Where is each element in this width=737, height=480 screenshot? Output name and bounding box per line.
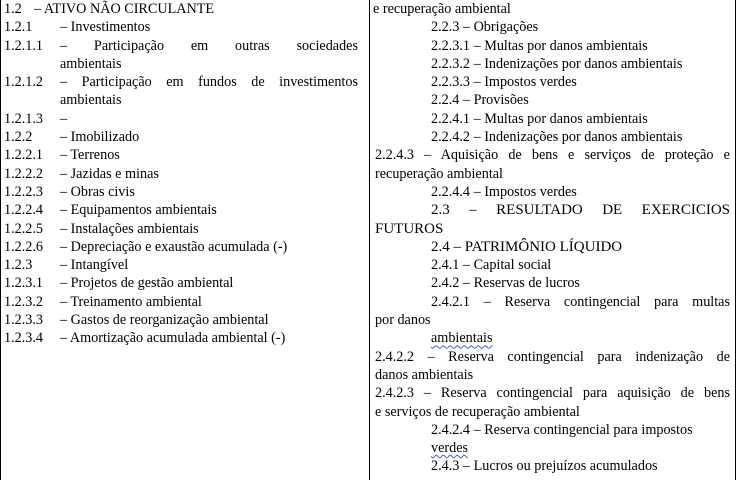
list-item bbox=[4, 0, 358, 18]
list-item bbox=[4, 311, 358, 329]
list-item: 2.4.1 – Capital social bbox=[431, 257, 552, 274]
item-code: 1.2.2.2 bbox=[4, 165, 44, 182]
list-item: 2.2.4.1 – Multas por danos ambientais bbox=[431, 110, 648, 127]
item-text: – bbox=[60, 110, 68, 127]
item-code: 1.2.2.3 bbox=[4, 183, 44, 200]
item-code: 1.2 bbox=[4, 1, 22, 17]
list-item-continuation: recuperação ambiental bbox=[375, 165, 503, 182]
list-item bbox=[4, 18, 358, 36]
item-text: – Terrenos bbox=[60, 147, 120, 164]
column-divider bbox=[369, 0, 370, 480]
item-code: 1.2.1.2 bbox=[4, 74, 44, 91]
item-code: 1.2.3.3 bbox=[4, 312, 44, 329]
item-code: 1.2.1.3 bbox=[4, 110, 44, 127]
list-item bbox=[4, 110, 358, 128]
list-item: 2.2.4.2 – Indenizações por danos ambientais bbox=[431, 129, 683, 146]
item-code: 1.2.2.6 bbox=[4, 238, 44, 255]
list-item-continuation bbox=[4, 55, 358, 73]
list-item bbox=[4, 274, 358, 292]
list-item-continuation: por danos bbox=[375, 312, 431, 329]
list-item-continuation: ambientais bbox=[431, 330, 493, 347]
list-item: 2.4.2.4 – Reserva contingencial para impostos bbox=[431, 421, 693, 438]
list-item: 2.4.2.3 – Reserva contingencial para aquisição de bens bbox=[375, 385, 730, 402]
item-code: 1.2.1.1 bbox=[4, 37, 44, 54]
section-heading-continuation: FUTUROS bbox=[375, 220, 444, 237]
item-heading: – ATIVO NÃO CIRCULANTE bbox=[34, 1, 215, 17]
list-item: 2.4.2 – Reservas de lucros bbox=[431, 275, 580, 292]
list-item bbox=[4, 238, 358, 256]
list-item bbox=[4, 329, 358, 347]
item-code: 1.2.3.4 bbox=[4, 330, 44, 347]
list-item: 2.2.3.2 – Indenizações por danos ambientais bbox=[431, 55, 683, 72]
item-text: – Depreciação e exaustão acumulada (-) bbox=[60, 238, 288, 255]
item-code: 1.2.3 bbox=[4, 257, 33, 274]
item-text: – Participação em outras sociedades bbox=[60, 37, 358, 54]
item-code: 1.2.2.5 bbox=[4, 220, 44, 237]
left-column bbox=[4, 0, 358, 348]
item-code: 1.2.2.4 bbox=[4, 202, 44, 219]
item-text: ambientais bbox=[60, 92, 122, 109]
right-column bbox=[375, 0, 730, 476]
list-item-continuation: e serviços de recuperação ambiental bbox=[375, 403, 580, 420]
list-item bbox=[4, 201, 358, 219]
list-item: 2.2.3.3 – Impostos verdes bbox=[431, 74, 577, 91]
list-item: 2.2.3.1 – Multas por danos ambientais bbox=[431, 37, 648, 54]
item-code: 1.2.1 bbox=[4, 19, 33, 36]
item-text: – Obras civis bbox=[60, 183, 135, 200]
list-item-continuation: verdes bbox=[431, 440, 469, 457]
list-item: 2.2.4 – Provisões bbox=[431, 92, 529, 109]
list-item bbox=[4, 183, 358, 201]
item-code: 1.2.3.2 bbox=[4, 293, 44, 310]
item-text: – Instalações ambientais bbox=[60, 220, 199, 237]
item-code: 1.2.2.1 bbox=[4, 147, 44, 164]
item-code: 1.2.2 bbox=[4, 129, 33, 146]
item-text: – Projetos de gestão ambiental bbox=[60, 275, 234, 292]
list-item: 2.4.2.2 – Reserva contingencial para indenização de bbox=[375, 348, 730, 365]
item-text: – Investimentos bbox=[60, 19, 151, 36]
list-item: 2.4.3 – Lucros ou prejuízos acumulados bbox=[431, 458, 658, 475]
list-item: 2.2.4.3 – Aquisição de bens e serviços de proteção e bbox=[375, 147, 730, 164]
item-text: – Gastos de reorganização ambiental bbox=[60, 312, 269, 329]
list-item-continuation bbox=[4, 91, 358, 109]
item-text: – Amortização acumulada ambiental (-) bbox=[60, 330, 286, 347]
item-code: 1.2.3.1 bbox=[4, 275, 44, 292]
list-item bbox=[4, 128, 358, 146]
list-item bbox=[4, 37, 358, 55]
item-text: – Imobilizado bbox=[60, 129, 140, 146]
item-text: – Intangível bbox=[60, 257, 129, 274]
section-heading: 2.3 – RESULTADO DE EXERCICIOS bbox=[431, 202, 730, 219]
item-text: – Jazidas e minas bbox=[60, 165, 159, 182]
list-item bbox=[4, 220, 358, 238]
list-item bbox=[4, 73, 358, 91]
item-text: – Participação em fundos de investimentos bbox=[60, 74, 358, 91]
list-item bbox=[4, 293, 358, 311]
list-item: 2.2.4.4 – Impostos verdes bbox=[431, 183, 577, 200]
item-text: – Treinamento ambiental bbox=[60, 293, 202, 310]
list-item bbox=[4, 165, 358, 183]
list-item bbox=[4, 146, 358, 164]
item-text: – Equipamentos ambientais bbox=[60, 202, 217, 219]
item-text: ambientais bbox=[60, 55, 122, 72]
list-item bbox=[4, 256, 358, 274]
list-item-continuation: danos ambientais bbox=[375, 366, 474, 383]
list-item: 2.2.3 – Obrigações bbox=[431, 19, 539, 36]
list-item: 2.4.2.1 – Reserva contingencial para multas bbox=[431, 293, 730, 310]
list-item-continuation: e recuperação ambiental bbox=[373, 1, 511, 17]
section-heading: 2.4 – PATRIMÔNIO LÍQUIDO bbox=[431, 238, 623, 255]
